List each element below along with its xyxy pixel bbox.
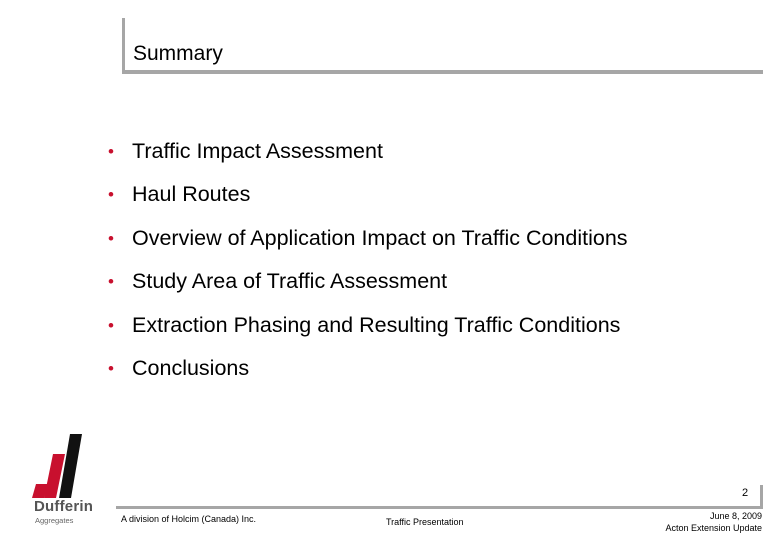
bullet-icon: •	[108, 315, 114, 335]
footer-date-block	[665, 510, 762, 534]
bullet-item	[108, 180, 628, 223]
bullet-item	[108, 224, 628, 267]
bullet-text: Conclusions	[132, 355, 250, 380]
bullet-text: Haul Routes	[132, 182, 251, 207]
title-bracket-vertical	[122, 18, 125, 73]
bullet-icon: •	[108, 272, 114, 292]
footer-company: A division of Holcim (Canada) Inc.	[121, 514, 257, 524]
title-bracket-horizontal	[122, 70, 763, 74]
bullet-item	[108, 354, 628, 397]
page-bracket-vertical	[760, 485, 763, 507]
footer-presentation-title: Traffic Presentation	[386, 517, 464, 527]
footer-date: June 8, 2009	[709, 511, 762, 521]
bullet-item	[108, 137, 628, 180]
bullet-text: Traffic Impact Assessment	[132, 139, 383, 163]
bullet-text: Overview of Application Impact on Traffic Conditions	[132, 225, 628, 250]
footer-project: Acton Extension Update	[665, 523, 762, 533]
bullet-text: Study Area of Traffic Assessment	[132, 269, 448, 294]
page-number: 2	[742, 487, 749, 499]
bullet-icon: •	[108, 142, 114, 161]
bullet-list	[108, 137, 628, 397]
bullet-icon: •	[108, 358, 114, 378]
bullet-icon: •	[108, 185, 114, 205]
bullet-item	[108, 267, 628, 310]
bullet-icon: •	[108, 228, 114, 248]
slide-title: Summary	[133, 42, 223, 65]
bullet-item	[108, 311, 628, 354]
logo-wordmark: Dufferin	[34, 498, 94, 515]
footer-divider	[116, 506, 763, 509]
logo-subtitle: Aggregates	[35, 516, 74, 525]
bullet-text: Extraction Phasing and Resulting Traffic Conditions	[132, 312, 621, 337]
